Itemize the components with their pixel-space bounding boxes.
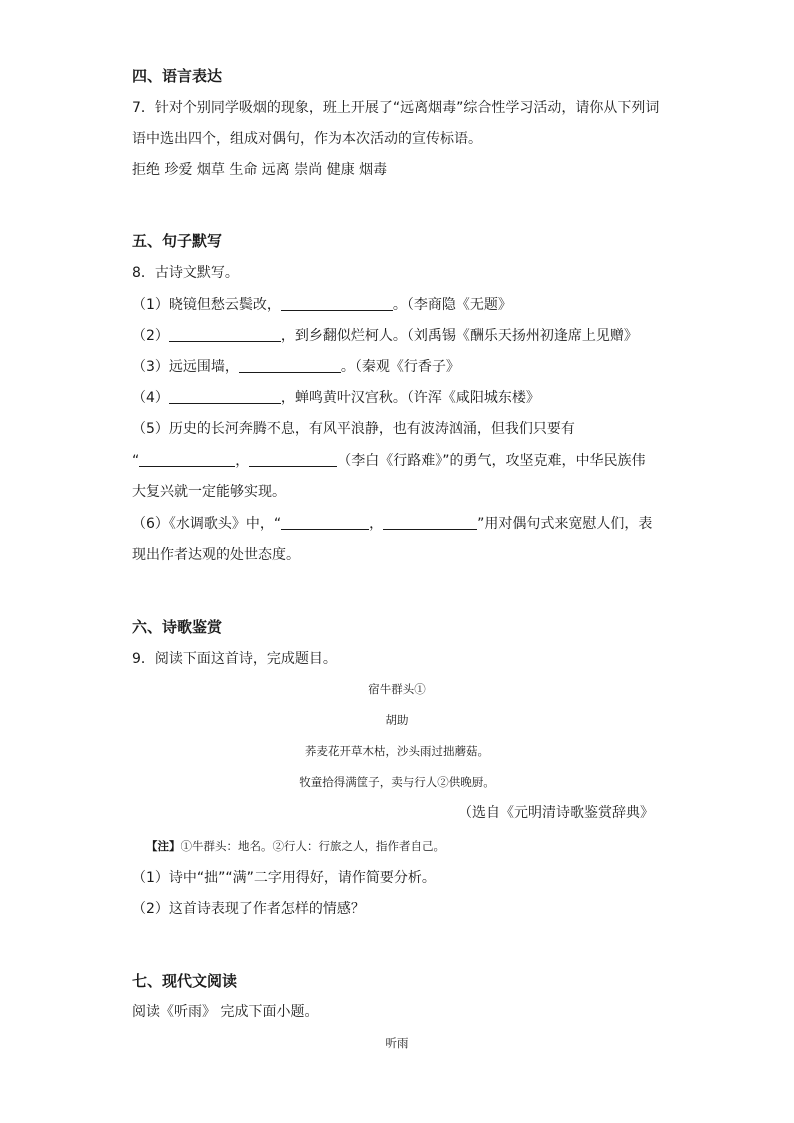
article-title: 听雨: [385, 1036, 409, 1050]
poem-title: 宿牛群头①: [368, 682, 426, 696]
poem-source: （选自《元明清诗歌鉴赏辞典》: [458, 805, 654, 821]
word-list: 拒绝 珍爱 烟草 生命 远离 崇尚 健康 烟毒: [132, 162, 388, 178]
recitation-item-1: （1）晓镜但愁云鬓改， 。（李商隐《无题》: [132, 297, 512, 313]
question-9-sub-1: （1）诗中“拙”“满”二字用得好，请作简要分析。: [132, 870, 436, 886]
question-8-prompt: 8．古诗文默写。: [132, 265, 239, 281]
answer-blank[interactable]: [169, 389, 281, 404]
question-9-sub-2: （2）这首诗表现了作者怎样的情感？: [132, 901, 365, 917]
recitation-item-2: （2） ，到乡翻似烂柯人。（刘禹锡《酬乐天扬州初逢席上见赠》: [132, 328, 638, 344]
poem-author: 胡助: [385, 713, 409, 727]
answer-blank[interactable]: [249, 452, 337, 467]
answer-blank[interactable]: [281, 515, 369, 530]
poem-line-1: 荞麦花开草木枯，沙头雨过拙蘑菇。: [305, 744, 489, 758]
recitation-item-5-line-1: （5）历史的长河奔腾不息，有风平浪静，也有波涛汹涌，但我们只要有: [132, 421, 575, 437]
answer-blank[interactable]: [281, 296, 393, 311]
answer-blank[interactable]: [239, 358, 341, 373]
recitation-item-3: （3）远远围墙， 。（秦观《行香子》: [132, 359, 460, 375]
section-5-heading: 五、句子默写: [132, 232, 223, 250]
recitation-item-6-line-2: 现出作者达观的处世态度。: [132, 547, 300, 563]
recitation-item-4: （4） ，蝉鸣黄叶汉宫秋。（许浑《咸阳城东楼》: [132, 390, 540, 406]
section-7-heading: 七、现代文阅读: [132, 972, 238, 990]
question-7-line-2: 语中选出四个，组成对偶句，作为本次活动的宣传标语。: [132, 131, 482, 147]
section-4-heading: 四、语言表达: [132, 67, 223, 85]
poem-line-2: 牧童拾得满筐子，卖与行人②供晚厨。: [299, 775, 495, 789]
note-text: ①牛群头：地名。②行人：行旅之人，指作者自己。: [180, 839, 445, 853]
recitation-item-5-line-3: 大复兴就一定能够实现。: [132, 484, 286, 500]
question-7-line-1: 7．针对个别同学吸烟的现象，班上开展了“远离烟毒”综合性学习活动，请你从下列词: [132, 100, 660, 116]
poem-note: [146, 837, 445, 855]
note-label: 【注】: [146, 839, 181, 853]
answer-blank[interactable]: [383, 515, 477, 530]
recitation-item-6-line-1: （6）《水调歌头》中，“ ， ”用对偶句式来宽慰人们，表: [132, 516, 653, 532]
section-7-intro: 阅读《听雨》 完成下面小题。: [132, 1004, 319, 1020]
answer-blank[interactable]: [169, 327, 281, 342]
answer-blank[interactable]: [139, 452, 235, 467]
question-9-prompt: 9．阅读下面这首诗，完成题目。: [132, 651, 337, 667]
section-6-heading: 六、诗歌鉴赏: [132, 618, 223, 636]
recitation-item-5-line-2: “ ， （李白《行路难》”的勇气，攻坚克难，中华民族伟: [132, 453, 646, 469]
